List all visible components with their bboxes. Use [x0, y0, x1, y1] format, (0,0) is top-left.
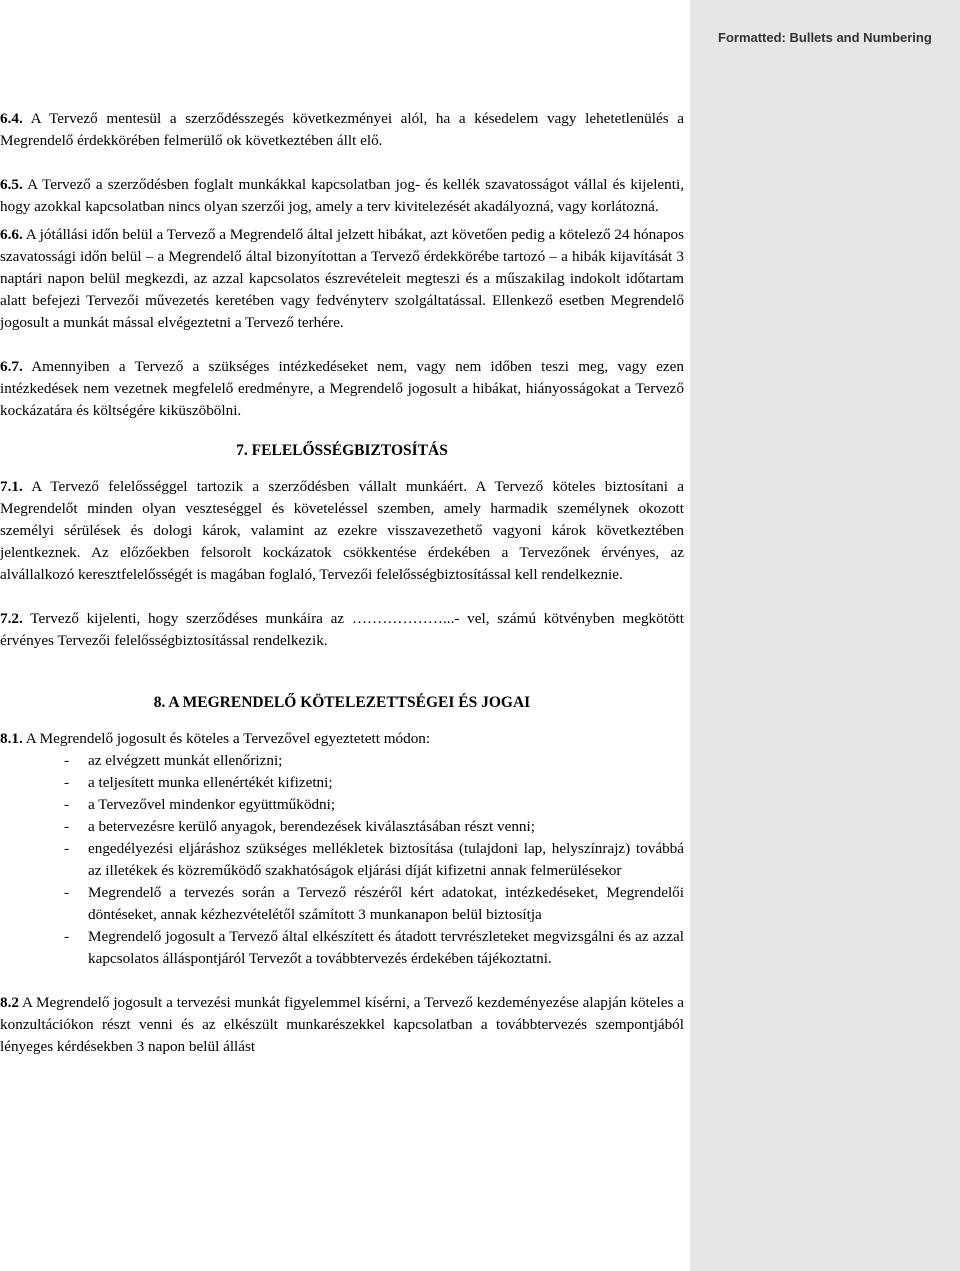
list-item: - a Tervezővel mindenkor együttműködni;	[0, 794, 684, 816]
paragraph-7-1	[0, 476, 684, 586]
clause-number: 8.1.	[0, 730, 23, 747]
clause-number: 8.2	[0, 994, 19, 1011]
paragraph-6-5	[0, 174, 684, 218]
paragraph-8-2	[0, 992, 684, 1058]
list-item: - Megrendelő jogosult a Tervező által elkészített és átadott tervrészleteket megvizsgálni és az azzal kapcsolatos álláspontjáról Tervezőt a továbbtervezés érdekében tájékoztatni.	[0, 926, 684, 970]
obligations-list	[0, 750, 684, 970]
list-item: - a betervezésre kerülő anyagok, berendezések kiválasztásában részt venni;	[0, 816, 684, 838]
document-body	[0, 108, 684, 1058]
comment-margin	[690, 0, 960, 1271]
clause-number: 6.5.	[0, 176, 23, 193]
paragraph-8-1	[0, 728, 684, 750]
paragraph-7-2	[0, 608, 684, 652]
clause-text: A jótállási időn belül a Tervező a Megrendelő által jelzett hibákat, azt követően pedig a kötelező 24 hónapos szavatossági időn belül – a Megrendelő által bizonyítottan a Tervező érdekkörébe tartozó – a hibák kijavítását 3 naptári napon belül megkezdi, az azzal kapcsolatos észrevételeit megteszi és a műszakilag indokolt időtartam alatt befejezi Tervezői művezetés keretében vagy fedvényterv szolgáltatással. Ellenkező esetben Megrendelő jogosult a munkát mással elvégeztetni a Tervező terhére.	[0, 226, 684, 331]
clause-text: A Tervező mentesül a szerződésszegés következményei alól, ha a késedelem vagy lehetetlenülés a Megrendelő érdekkörében felmerülő ok következtében állt elő.	[0, 110, 684, 149]
clause-text: A Tervező a szerződésben foglalt munkákkal kapcsolatban jog- és kellék szavatosságot vállal és kijelenti, hogy azokkal kapcsolatban nincs olyan szerzői jog, amely a terv kivitelezését akadályozná, vagy korlátozná.	[0, 176, 684, 215]
section-heading-8: 8. A MEGRENDELŐ KÖTELEZETTSÉGEI ÉS JOGAI	[153, 694, 531, 711]
paragraph-6-4	[0, 108, 684, 152]
paragraph-6-7	[0, 356, 684, 422]
list-item: - Megrendelő a tervezés során a Tervező részéről kért adatokat, intézkedéseket, Megrendelői döntéseket, annak kézhezvételétől számított 3 munkanapon belül biztosítja	[0, 882, 684, 926]
clause-text: A Megrendelő jogosult a tervezési munkát figyelemmel kísérni, a Tervező kezdeményezése alapján köteles a konzultációkon részt venni és az elkészült munkarészekkel kapcsolatban a továbbtervezés szempontjából lényeges kérdésekben 3 napon belül állást	[0, 994, 684, 1055]
clause-text: Tervező kijelenti, hogy szerződéses munkáira az ………………...- vel, számú kötvényben megkötött érvényes Tervezői felelősségbiztosítással rendelkezik.	[0, 610, 684, 649]
paragraph-6-6	[0, 224, 684, 334]
clause-text: A Megrendelő jogosult és köteles a Tervezővel egyeztetett módon:	[22, 730, 431, 747]
section-heading-7: 7. FELELŐSSÉGBIZTOSÍTÁS	[236, 442, 448, 459]
clause-number: 7.2.	[0, 610, 23, 627]
clause-number: 6.7.	[0, 358, 23, 375]
clause-number: 7.1.	[0, 478, 23, 495]
clause-number: 6.6.	[0, 226, 23, 243]
list-item: - a teljesített munka ellenértékét kifizetni;	[0, 772, 684, 794]
list-item: - az elvégzett munkát ellenőrizni;	[0, 750, 684, 772]
list-item: - engedélyezési eljáráshoz szükséges mellékletek biztosítása (tulajdoni lap, helyszínrajz) továbbá az illetékek és közreműködő szakhatóságok eljárási díját kifizetni annak felmerülésekor	[0, 838, 684, 882]
clause-number: 6.4.	[0, 110, 23, 127]
clause-text: Amennyiben a Tervező a szükséges intézkedéseket nem, vagy nem időben teszi meg, vagy ezen intézkedések nem vezetnek megfelelő eredményre, a Megrendelő jogosult a hibákat, hiányosságokat a Tervező kockázatára és költségére kiküszöbölni.	[0, 358, 684, 419]
comment-label: Formatted: Bullets and Numbering	[718, 30, 932, 45]
clause-text: A Tervező felelősséggel tartozik a szerződésben vállalt munkáért. A Tervező köteles biztosítani a Megrendelőt minden olyan veszteséggel és követeléssel szemben, amely harmadik személynek okozott személyi sérülések és dologi károk, valamint az ezekre visszavezethető vagyoni károk következtében jelentkeznek. Az előzőekben felsorolt kockázatok csökkentése érdekében a Tervezőnek érvényes, az alvállalkozó keresztfelelősségét is magában foglaló, Tervezői felelősségbiztosítással kell rendelkeznie.	[0, 478, 684, 583]
